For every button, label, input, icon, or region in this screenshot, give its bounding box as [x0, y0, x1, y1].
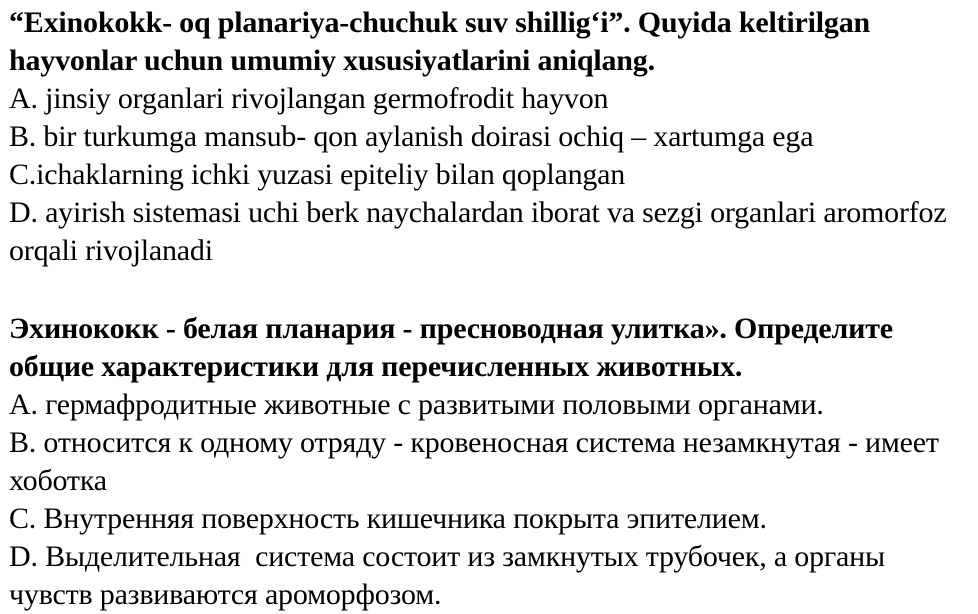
uz-option-c: C.ichaklarning ichki yuzasi epiteliy bilan qoplangan	[9, 158, 626, 191]
ru-heading-line-1: Эхинококк - белая планария - пресноводная улитка». Определите	[9, 312, 893, 345]
ru-option-b-line-2: хоботка	[9, 464, 107, 497]
ru-option-d-line-2: чувств развиваются ароморфозом.	[9, 578, 442, 611]
section-divider-space	[9, 270, 978, 310]
uz-option-d-line-2: orqali rivojlanadi	[9, 234, 213, 267]
ru-option-b-line-1: В. относится к одному отряду - кровеносная система незамкнутая - имеет	[9, 426, 939, 459]
uz-option-d-line-1: D. ayirish sistemasi uchi berk naychalardan iborat va sezgi organlari aromorfoz	[9, 196, 947, 229]
uz-heading-line-1: “Exinokokk- oq planariya-chuchuk suv shillig‘i”. Quyida keltirilgan	[9, 6, 871, 39]
question-russian	[9, 310, 978, 614]
question-uzbek	[9, 4, 978, 270]
uz-option-a: A. jinsiy organlari rivojlangan germofrodit hayvon	[9, 82, 609, 115]
ru-option-d-line-1: D. Выделительная система состоит из замкнутых трубочек, а органы	[9, 540, 885, 573]
uz-heading-line-2: hayvonlar uchun umumiy xususiyatlarini aniqlang.	[9, 44, 655, 77]
uz-option-b: B. bir turkumga mansub- qon aylanish doirasi ochiq – xartumga ega	[9, 120, 814, 153]
ru-option-a: А. гермафродитные животные с развитыми половыми органами.	[9, 388, 824, 421]
ru-option-c: С. Внутренняя поверхность кишечника покрыта эпителием.	[9, 502, 767, 535]
ru-heading-line-2: общие характеристики для перечисленных животных.	[9, 350, 743, 383]
